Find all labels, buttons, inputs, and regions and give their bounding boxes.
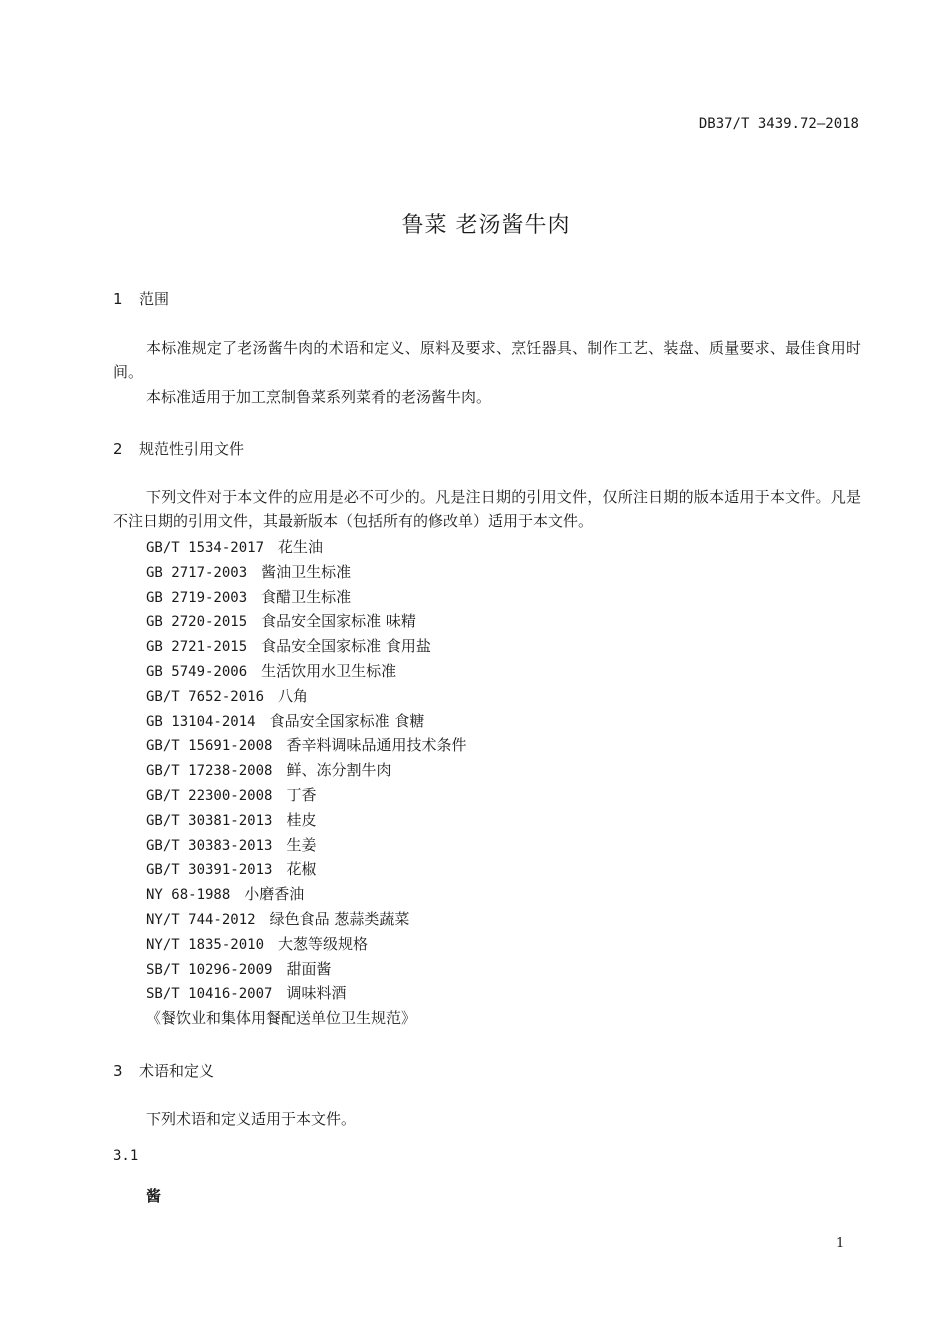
reference-code: GB/T 30391-2013	[146, 862, 273, 879]
reference-code: GB/T 30383-2013	[146, 837, 273, 854]
section-3-heading	[113, 1060, 214, 1081]
reference-name: 生活饮用水卫生标准	[261, 661, 397, 680]
section-title: 范围	[139, 290, 170, 308]
page-number: 1	[836, 1236, 845, 1251]
reference-item	[146, 833, 466, 858]
reference-item	[146, 535, 466, 560]
reference-item	[146, 857, 466, 882]
section-title: 术语和定义	[139, 1062, 215, 1080]
section-1-heading	[113, 288, 169, 309]
reference-name: 丁香	[286, 785, 317, 804]
reference-item	[146, 585, 466, 610]
reference-name: 小磨香油	[244, 885, 305, 904]
document-code: DB37/T 3439.72—2018	[698, 116, 859, 132]
reference-code: GB/T 1534-2017	[146, 540, 265, 556]
reference-list	[146, 535, 466, 1031]
section-number: 2	[113, 440, 123, 458]
reference-name: 食醋卫生标准	[261, 587, 352, 606]
reference-name: 桂皮	[286, 810, 317, 829]
reference-code: GB 2719-2003	[146, 589, 248, 606]
reference-code: NY 68-1988	[146, 887, 231, 904]
reference-name: 绿色食品 葱蒜类蔬菜	[269, 909, 410, 928]
reference-code: GB 2721-2015	[146, 639, 248, 656]
reference-code: GB 2717-2003	[146, 564, 248, 581]
reference-item	[146, 634, 466, 659]
term-heading: 酱	[146, 1187, 162, 1205]
reference-code: GB/T 17238-2008	[146, 763, 273, 780]
scope-paragraph-2: 本标准适用于加工烹制鲁菜系列菜肴的老汤酱牛肉。	[146, 388, 492, 406]
reference-code: GB/T 30381-2013	[146, 812, 273, 829]
reference-name: 生姜	[286, 835, 317, 854]
clause-number: 3.1	[113, 1148, 139, 1164]
section-number: 1	[113, 290, 123, 308]
reference-name: 食品安全国家标准 味精	[261, 612, 416, 631]
reference-name: 大葱等级规格	[278, 934, 369, 953]
reference-item	[146, 882, 466, 907]
reference-name: 食品安全国家标准 食糖	[269, 711, 425, 730]
reference-name: 八角	[278, 686, 309, 705]
normative-references-intro: 下列文件对于本文件的应用是必不可少的。凡是注日期的引用文件，仅所注日期的版本适用于本文件。凡是不注日期的引用文件，其最新版本（包括所有的修改单）适用于本文件。	[113, 488, 861, 530]
reference-code: GB/T 7652-2016	[146, 688, 265, 705]
reference-item	[146, 609, 466, 634]
document-title: 鲁菜 老汤酱牛肉	[401, 213, 571, 238]
reference-code: SB/T 10296-2009	[146, 961, 273, 978]
reference-name: 鲜、冻分割牛肉	[286, 761, 392, 780]
section-title: 规范性引用文件	[139, 440, 245, 458]
reference-code: NY/T 1835-2010	[146, 936, 265, 953]
reference-name: 酱油卫生标准	[261, 562, 352, 581]
reference-code: GB/T 15691-2008	[146, 738, 273, 755]
reference-item	[146, 659, 466, 684]
reference-item	[146, 560, 466, 585]
reference-code: SB/T 10416-2007	[146, 986, 273, 1003]
reference-code: NY/T 744-2012	[146, 911, 256, 928]
reference-code: GB/T 22300-2008	[146, 787, 273, 804]
reference-code: GB 5749-2006	[146, 663, 248, 680]
reference-item	[146, 733, 466, 758]
reference-item	[146, 783, 466, 808]
reference-name: 调味料酒	[286, 984, 347, 1003]
reference-item	[146, 981, 466, 1006]
reference-name: 香辛料调味品通用技术条件	[286, 736, 467, 755]
reference-code: GB 13104-2014	[146, 713, 256, 730]
reference-item	[146, 932, 466, 957]
reference-name: 花椒	[286, 860, 317, 879]
section-number: 3	[113, 1062, 123, 1080]
reference-name: 甜面酱	[286, 959, 332, 978]
reference-item	[146, 758, 466, 783]
reference-item	[146, 808, 466, 833]
reference-item-extra	[146, 1006, 466, 1031]
reference-name: 食品安全国家标准 食用盐	[261, 637, 431, 656]
reference-item	[146, 684, 466, 709]
section-2-heading	[113, 438, 244, 459]
scope-paragraph-1: 本标准规定了老汤酱牛肉的术语和定义、原料及要求、烹饪器具、制作工艺、装盘、质量要求、最佳食用时间。	[113, 339, 861, 381]
reference-item	[146, 957, 466, 982]
reference-item	[146, 709, 466, 734]
reference-name: 《餐饮业和集体用餐配送单位卫生规范》	[146, 1009, 417, 1028]
reference-name: 花生油	[278, 538, 324, 556]
reference-item	[146, 907, 466, 932]
terms-intro: 下列术语和定义适用于本文件。	[146, 1110, 357, 1128]
reference-code: GB 2720-2015	[146, 614, 248, 631]
